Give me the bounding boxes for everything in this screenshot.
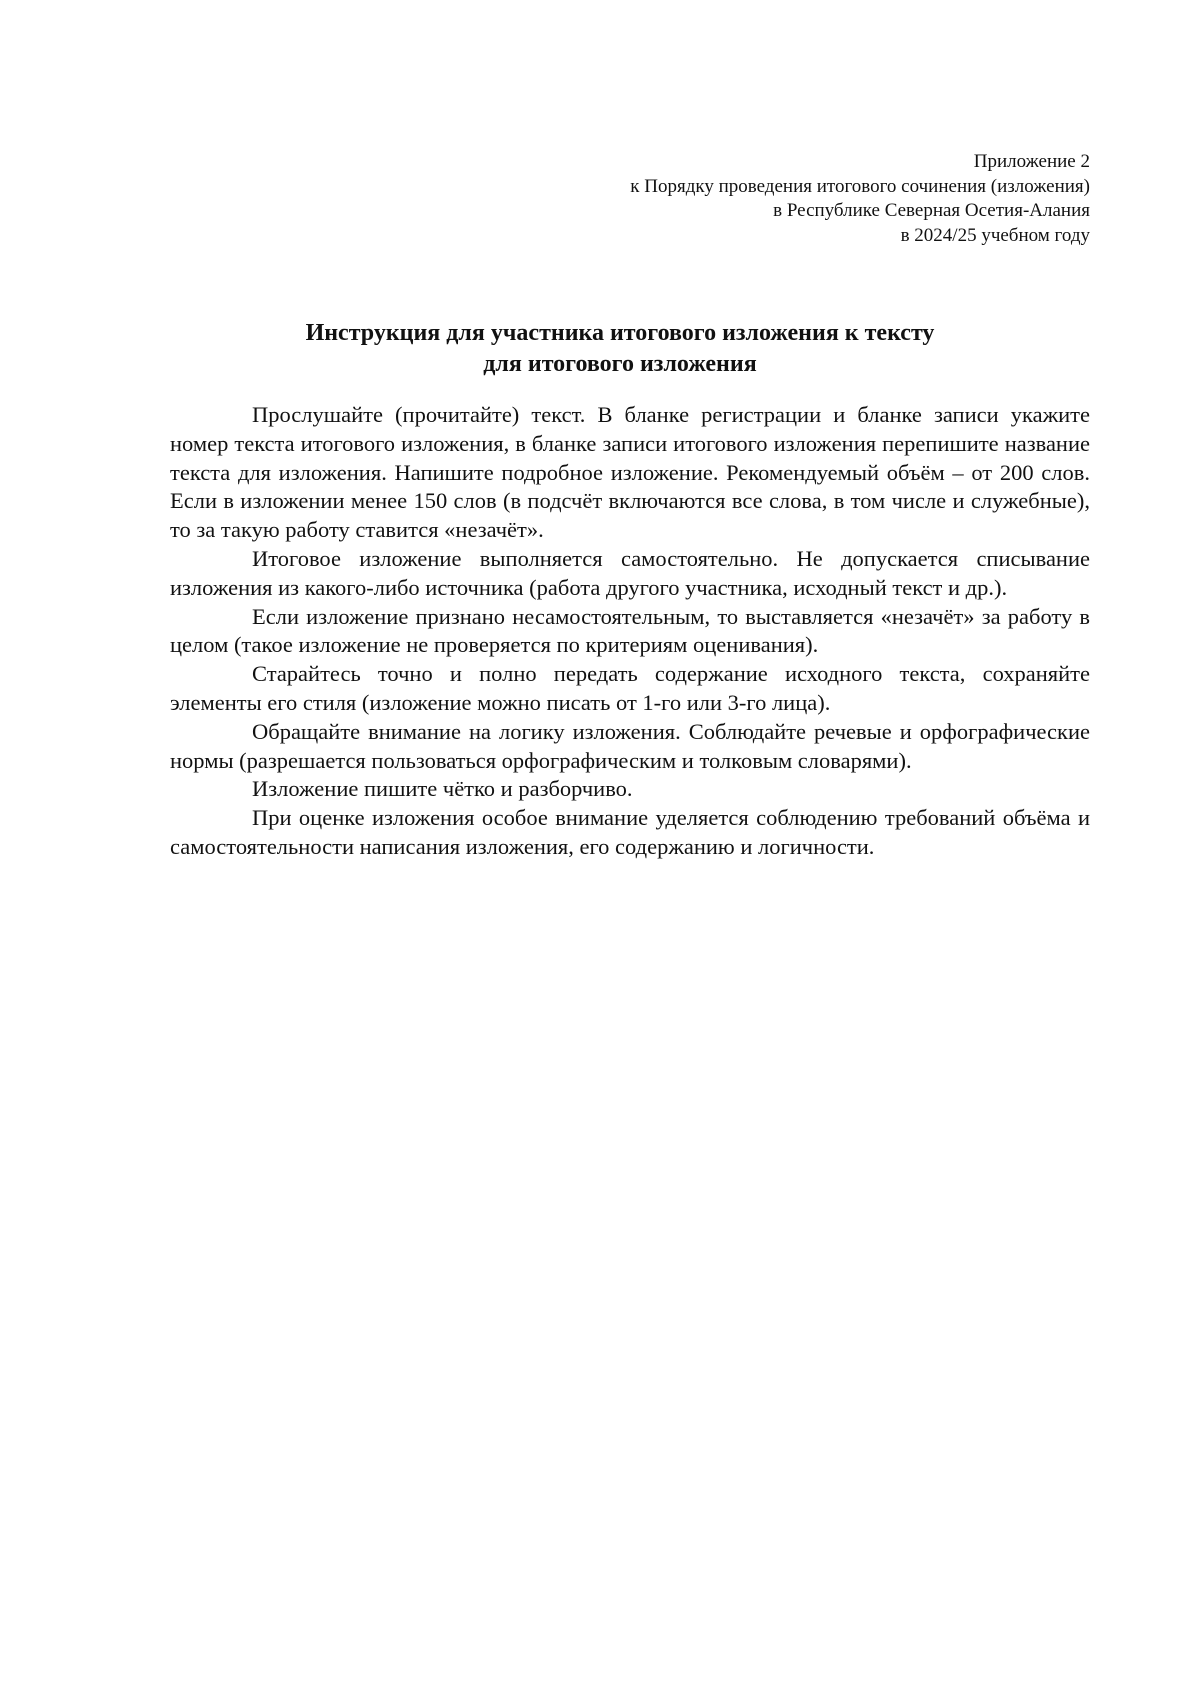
paragraph-convey-content: Старайтесь точно и полно передать содержание исходного текста, сохраняйте элементы его стиля (изложение можно писать от 1-го или 3-го лица). [170,661,1090,715]
paragraph-non-independent: Если изложение признано несамостоятельным, то выставляется «незачёт» за работу в целом (такое изложение не проверяется по критериям оценивания). [170,603,1090,658]
paragraph-listen-and-write: Прослушайте (прочитайте) текст. В бланке регистрации и бланке записи укажите номер текста итогового изложения, в бланке записи итогового изложения перепишите название текста для изложения. Напишите подробное изложение. Рекомендуемый объём – от 200 слов. Если в изложении менее 150 слов (в подсчёт включаются все слова, в том числе и служебные), то за такую работу ставится «незачёт». [170,402,1090,543]
paragraph-evaluation: При оценке изложения особое внимание уделяется соблюдению требований объёма и самостоятельности написания изложения, его содержанию и логичности. [170,805,1090,859]
attachment-number: Приложение 2 [973,151,1090,172]
paragraph-independent-work: Итоговое изложение выполняется самостоятельно. Не допускается списывание изложения из какого-либо источника (работа другого участника, исходный текст и др.). [170,545,1090,600]
title-line-1: Инструкция для участника итогового изложения к тексту [305,320,935,346]
attachment-region: в Республике Северная Осетия-Алания [773,200,1090,221]
attachment-reference: к Порядку проведения итогового сочинения (изложения) [630,175,1090,197]
title-line-2: для итогового изложения [483,351,757,377]
paragraph-legibility: Изложение пишите чётко и разборчиво. [252,776,633,802]
attachment-year: в 2024/25 учебном году [900,224,1090,246]
instruction-body [170,401,1090,862]
document-title [170,318,1070,380]
paragraph-logic-and-norms: Обращайте внимание на логику изложения. Соблюдайте речевые и орфографические нормы (разрешается пользоваться орфографическим и толковым словарями). [170,718,1090,773]
attachment-header [630,150,1090,248]
